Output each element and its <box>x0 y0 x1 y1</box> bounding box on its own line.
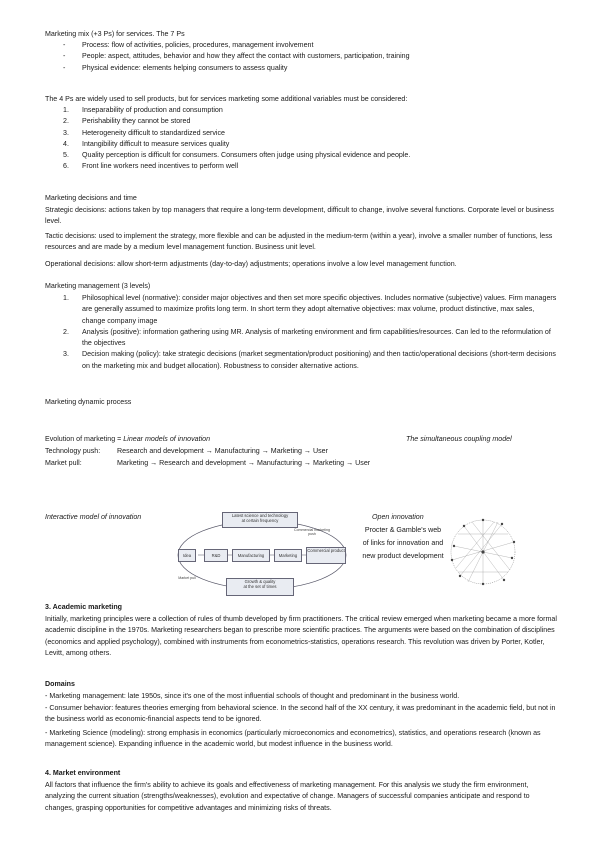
decisions-heading: Marketing decisions and time <box>45 194 137 202</box>
manufacturing-box: Manufacturing <box>232 549 270 562</box>
evolution-line: Evolution of marketing = Linear models of innovation <box>45 435 211 443</box>
list-item: 3. Decision making (policy): take strategic decisions (market segmentation/product positioning) and then tactic/operational decisions (short-term decisions on the marketing mix and budget allocation). Robustness to consider alternative actions. <box>63 350 556 370</box>
coupling-model-label: The simultaneous coupling model <box>406 435 512 443</box>
open-innovation-label: Open innovation <box>372 513 424 521</box>
list-item: 2. Analysis (positive): information gathering using MR. Analysis of marketing environment and firm capabilities/resources. Can led to the reformulation of the objectives <box>63 327 551 348</box>
mix-heading: Marketing mix (+3 Ps) for services. The 7 Ps <box>45 30 185 38</box>
pg-caption-2: of links for innovation and <box>362 539 444 547</box>
domain-item: - Consumer behavior: features theories emerging from behavioral science. In the second half of the XX century, it was predominant in the academic field, but not in the business world as economic-financial aspects tend to be ignored. <box>45 704 556 724</box>
domain-item: - Marketing Science (modeling): strong emphasis in economics (particularly microeconomics and econometrics), statistics, and operations research (known as management science). Expanding influence in the academic world, but modest influence in the business world. <box>45 729 541 749</box>
science-box: Latest science and technology at certain frequency <box>222 512 298 528</box>
4ps-intro: The 4 Ps are widely used to sell products, but for services marketing some additional variables must be considered: <box>45 95 408 103</box>
market-pull-line: Market pull: Marketing → Research and development → Manufacturing → Marketing → User <box>45 459 371 467</box>
mgmt-heading: Marketing management (3 levels) <box>45 282 151 290</box>
pg-web-network-image <box>444 516 522 588</box>
rd-box: R&D <box>204 549 228 562</box>
interactive-model-label: Interactive model of innovation <box>45 513 142 521</box>
strategic-paragraph: Strategic decisions: actions taken by top managers that require a long-term development, difficult to change, involve several functions. Corporate level or business level. <box>45 206 554 226</box>
operational-paragraph: Operational decisions: allow short-term adjustments (day-to-day) adjustments; operations involve a low level management function. <box>45 260 457 268</box>
growth-box: Growth & quality at the set of times <box>226 578 294 596</box>
dynamic-heading: Marketing dynamic process <box>45 398 132 406</box>
idea-box: Idea <box>178 549 196 562</box>
list-item: 1. Inseparability of production and consumption <box>63 106 223 114</box>
domains-heading: Domains <box>45 680 75 688</box>
environment-paragraph: All factors that influence the firm's ability to achieve its goals and effectiveness of marketing management. For this analysis we study the firm environment, analyzing the current situation (strengths/weaknesses), evolution and expectative of change. Managers of successful companies anticipate and respond to changes, grasping opportunities for competitive advantages and minimizing risks of threats. <box>45 781 530 812</box>
list-item: 2. Perishability they cannot be stored <box>63 117 191 126</box>
pg-caption-3: new product development <box>362 552 444 560</box>
list-item: 4. Intangibility difficult to measure services quality <box>63 139 230 148</box>
marketing-box: Marketing <box>274 549 302 562</box>
academic-paragraph: Initially, marketing principles were a collection of rules of thumb developed by firm practitioners. The critical review emerged when marketing became a more formal academic discipline in the 1970s. Marketing researchers began to prescribe more scientific practices. The arguments were based on the combination of disciplines (economics and applied psychology), combined with instruments from econometrics-statistics, operations research. This revolution was driven by Porter, Kotler, Levitt, among others. <box>45 615 557 657</box>
market-pull-label: Market pull <box>178 576 196 580</box>
list-item: 1. Philosophical level (normative): consider major objectives and then set more specific objectives. Includes normative (subjective) values. Firm managers are generally assumed to maximize profits long term. In short term they adopt alternative objectives: max volume, product distinctive, max sales, change company image <box>63 294 557 325</box>
mix-list <box>45 40 557 74</box>
list-item: 5. Quality perception is difficult for consumers. Consumers often judge using physical evidence and people. <box>63 151 411 160</box>
market-push-label: Commercial marketing push <box>294 528 330 536</box>
4ps-list <box>45 105 557 173</box>
tactic-paragraph: Tactic decisions: used to implement the strategy, more flexible and can be adjusted in the medium-term (within a year), involve a smaller number of functions, less resources and are made by a medium level management function. Business unit level. <box>45 232 553 252</box>
domain-item: - Marketing management: late 1950s, since it's one of the most influential schools of thought and predominant in the business world. <box>45 692 460 700</box>
list-item: - Process: flow of activities, policies, procedures, management involvement <box>45 40 557 51</box>
list-item: 3. Heterogeneity difficult to standardized service <box>63 128 226 137</box>
academic-heading: 3. Academic marketing <box>45 603 123 611</box>
list-item: - People: aspect, attitudes, behavior and how they affect the contact with customers, participation, training <box>45 51 557 62</box>
list-item: - Physical evidence: elements helping consumers to assess quality <box>45 63 557 74</box>
technology-push-line: Technology push: Research and development → Manufacturing → Marketing → User <box>45 447 328 455</box>
pg-caption-1: Procter & Gamble's web <box>364 526 442 534</box>
interactive-model-diagram <box>176 512 348 598</box>
commercial-product-box: Commercial product <box>306 547 346 564</box>
mgmt-list <box>45 293 557 372</box>
list-item: 6. Front line workers need incentives to perform well <box>63 162 239 171</box>
environment-heading: 4. Market environment <box>45 769 121 777</box>
